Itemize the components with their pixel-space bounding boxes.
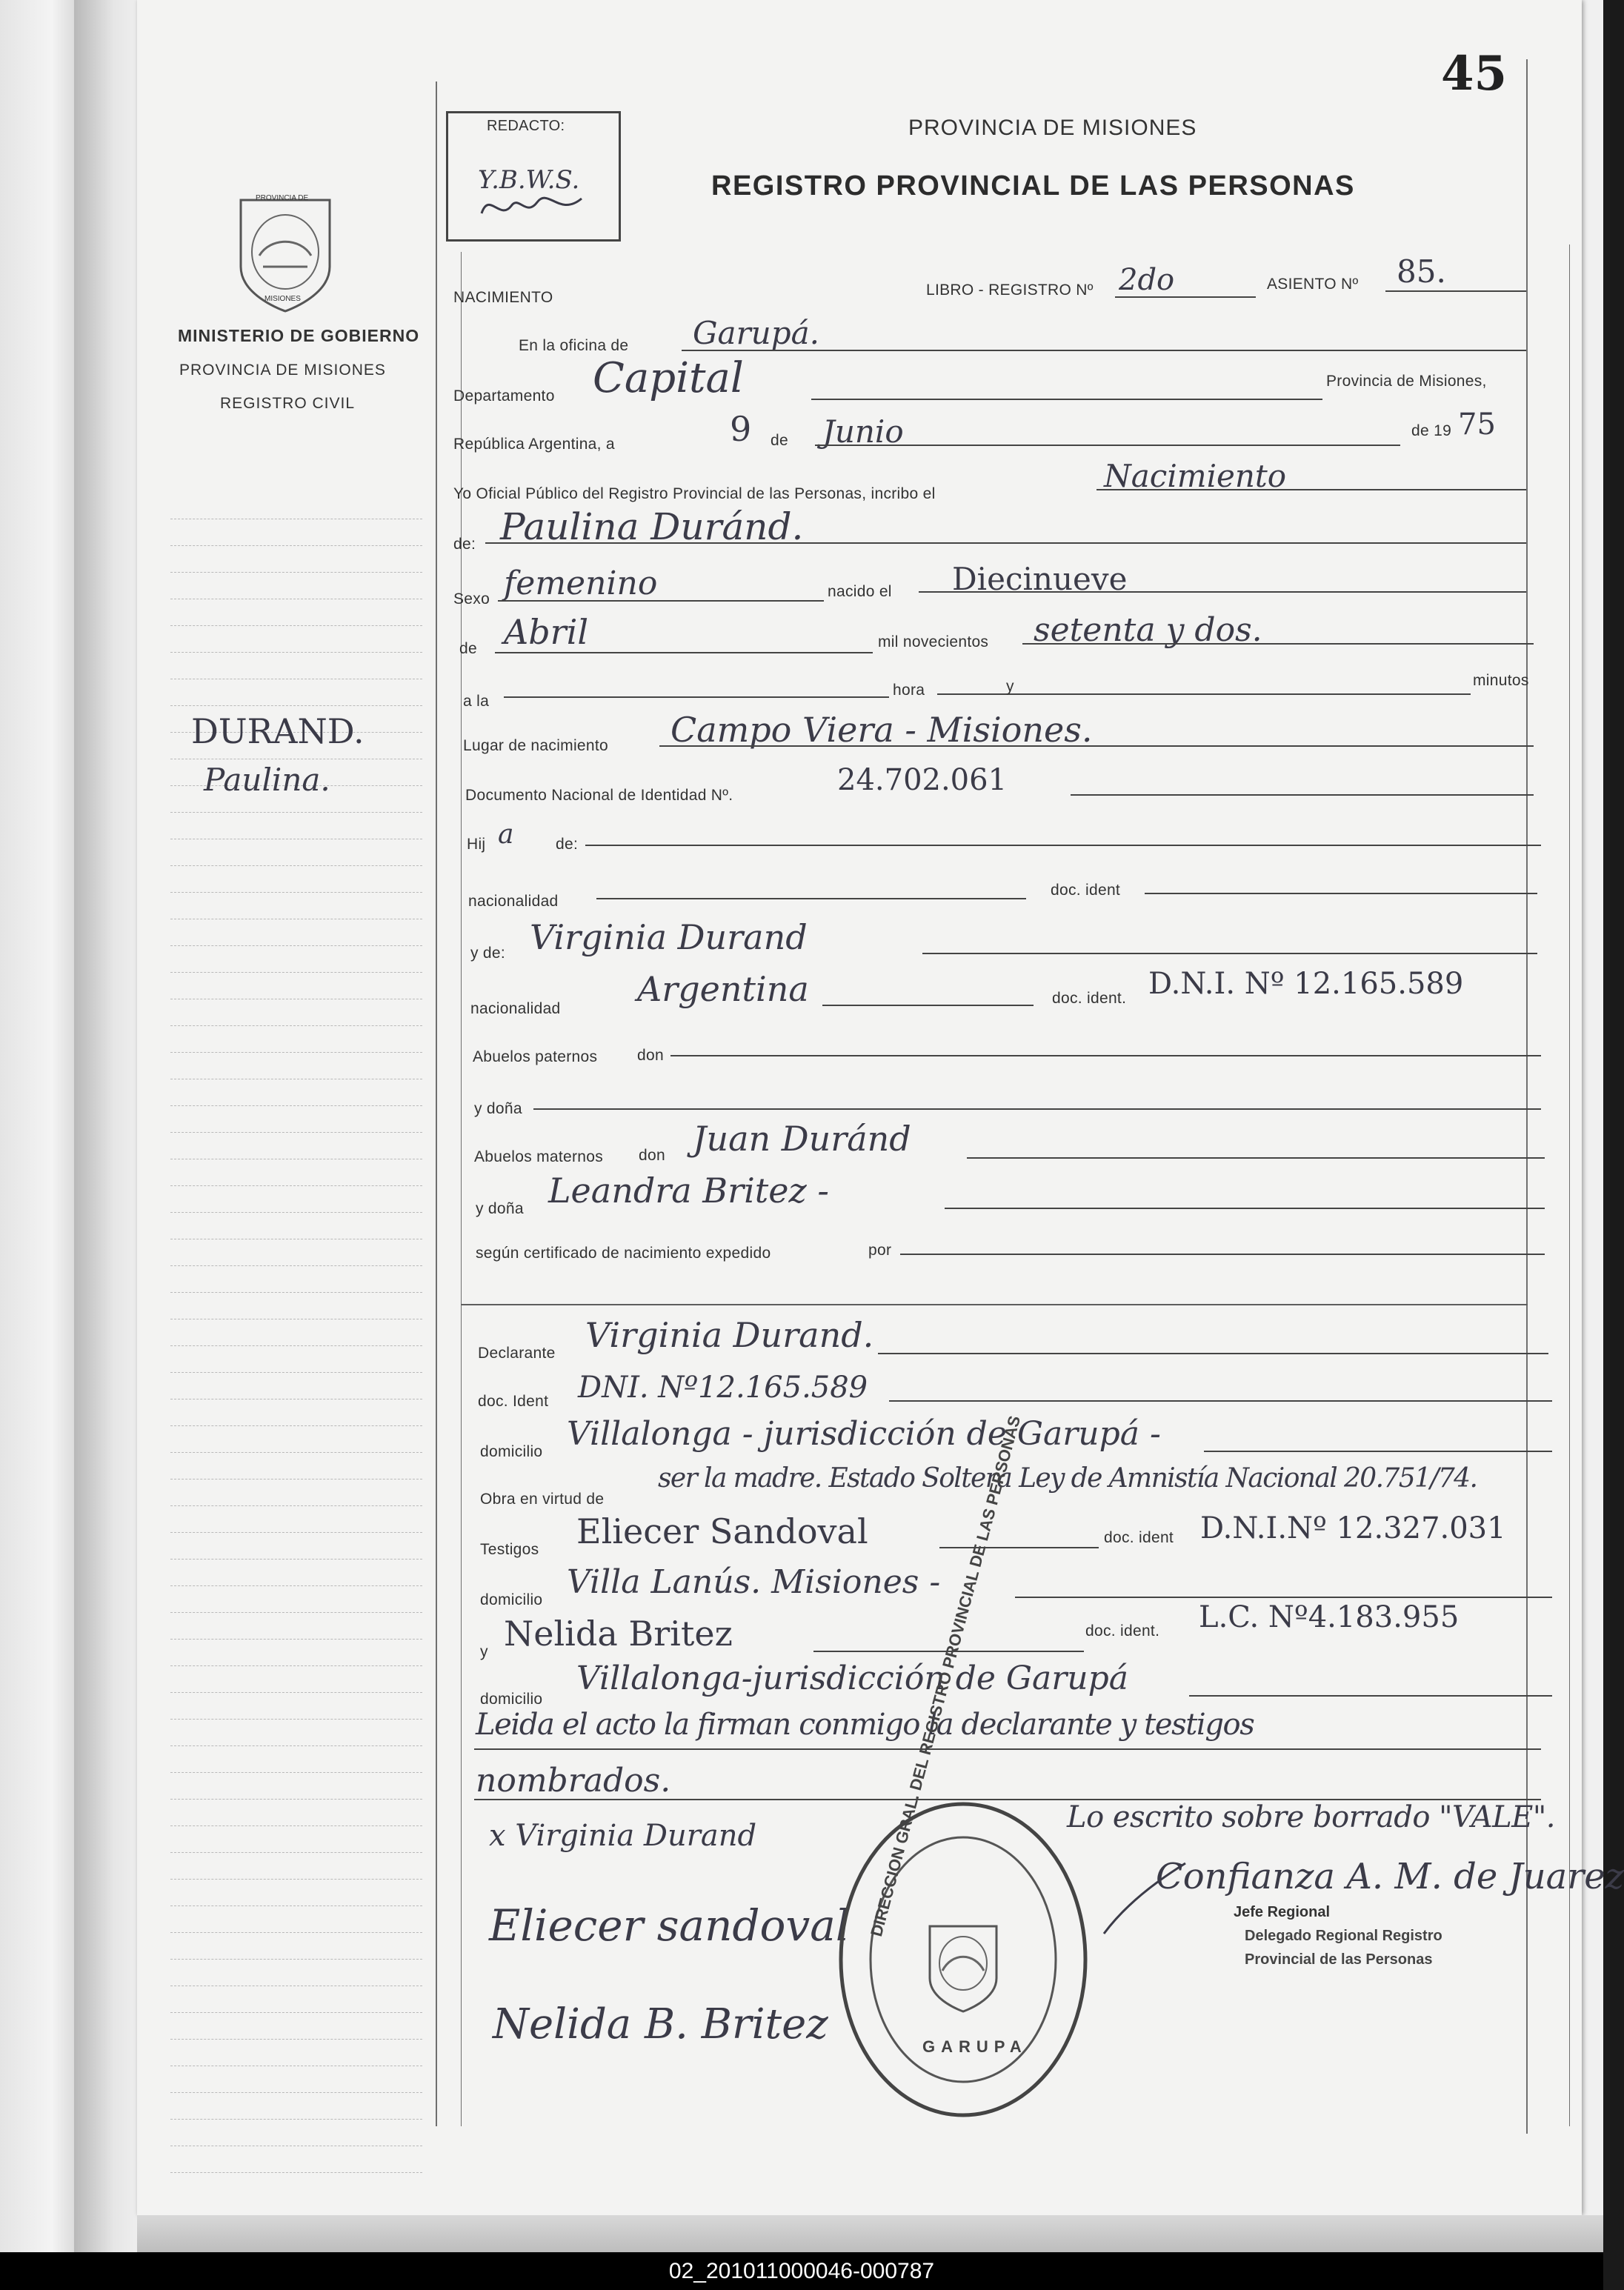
month-value: Junio [822, 413, 904, 450]
de2-label: de [459, 640, 477, 657]
testigo1-line [939, 1547, 1099, 1548]
margin-rule-line [170, 1132, 422, 1133]
seal-bottom-text: MISIONES [264, 295, 301, 303]
oficial-value: Nacimiento [1104, 458, 1287, 494]
margin-rule-line [170, 1559, 422, 1560]
nacionalidad2-value: Argentina [637, 969, 809, 1009]
closing-line-2: nombrados. [476, 1762, 671, 1800]
mil-value: setenta y dos. [1034, 611, 1262, 649]
declarante-docident-line [889, 1400, 1552, 1402]
madre-line [922, 953, 1537, 954]
year-value: 75 [1458, 407, 1496, 442]
vale-note: Lo escrito sobre borrado "VALE". [1067, 1800, 1555, 1834]
margin-rule-line [170, 1585, 422, 1586]
ydona-line [533, 1108, 1541, 1110]
margin-surname: DURAND. [191, 711, 365, 751]
margin-rule-line [170, 1265, 422, 1266]
testigo2-docident-label: doc. ident. [1085, 1622, 1160, 1640]
registro-civil-label: REGISTRO CIVIL [220, 395, 356, 412]
don2-label: don [639, 1147, 665, 1164]
libro-label: LIBRO - REGISTRO Nº [926, 282, 1094, 299]
redacto-signature [478, 184, 589, 228]
hij-value: a [498, 819, 514, 850]
margin-rule-line [170, 1879, 422, 1880]
abuela-value: Leandra Britez - [548, 1171, 829, 1211]
person-line [485, 542, 1526, 544]
hij-label: Hij [467, 836, 486, 853]
y-testigo-label: y [480, 1643, 488, 1660]
margin-rule-line [170, 972, 422, 973]
domicilio-line [1204, 1451, 1552, 1452]
margin-rule-line [170, 1852, 422, 1853]
testigo2-doc-value: L.C. Nº4.183.955 [1199, 1600, 1460, 1634]
domicilio3-value: Villalonga-jurisdicción de Garupá [576, 1660, 1129, 1697]
closing-line-1: Leida el acto la firman conmigo la declarante y testigos [476, 1708, 1254, 1742]
mil-line [1022, 643, 1534, 645]
declarante-docident-label: doc. Ident [478, 1393, 549, 1410]
lugar-value: Campo Viera - Misiones. [670, 710, 1093, 750]
mil-label: mil novecientos [878, 633, 989, 650]
y-label: y [1006, 678, 1014, 695]
domicilio-value: Villalonga - jurisdicción de Garupá - [567, 1415, 1161, 1453]
margin-rule-line [170, 2172, 422, 2173]
inner-frame-line [461, 252, 462, 2126]
margin-rule-line [170, 1772, 422, 1773]
republica-label: República Argentina, a [453, 436, 615, 453]
official-round-stamp [822, 1789, 1104, 2130]
asiento-value: 85. [1397, 253, 1446, 290]
margin-rule-line [170, 1345, 422, 1346]
page-stack-edge [137, 2215, 1603, 2252]
provincia-label: Provincia de Misiones, [1326, 373, 1487, 390]
left-page-edge [0, 0, 76, 2252]
de-label: de [771, 432, 788, 449]
margin-rule-line [170, 1505, 422, 1506]
ydona-label: y doña [474, 1100, 522, 1117]
segun-label: según certificado de nacimiento expedido [476, 1245, 771, 1262]
margin-rule-line [170, 1212, 422, 1213]
act-type-label: NACIMIENTO [453, 289, 553, 306]
departamento-label: Departamento [453, 387, 555, 405]
margin-rule-line [170, 652, 422, 653]
margin-rule-line [170, 572, 422, 573]
margin-rule-line [170, 545, 422, 546]
abuelos-paternos-label: Abuelos paternos [473, 1048, 598, 1065]
ala-line [504, 696, 889, 698]
minutos-label: minutos [1473, 672, 1529, 689]
nacionalidad-line [596, 898, 1026, 899]
declarante-label: Declarante [478, 1345, 556, 1362]
sexo-value: femenino [504, 565, 658, 602]
margin-rule-line [170, 865, 422, 866]
domicilio2-line [1015, 1597, 1552, 1598]
oficina-line [682, 350, 1526, 351]
left-frame-line [436, 81, 437, 2126]
testigo1-docident-label: doc. ident [1104, 1529, 1174, 1546]
obra-value: ser la madre. Estado Soltera Ley de Amnistía Nacional 20.751/74. [658, 1463, 1477, 1494]
ala-label: a la [463, 693, 490, 710]
section-divider [461, 1304, 1528, 1305]
image-caption: 02_201011000046-000787 [668, 2259, 935, 2283]
left-province-label: PROVINCIA DE MISIONES [179, 362, 386, 379]
margin-given-name: Paulina. [204, 762, 330, 798]
margin-rule-line [170, 1612, 422, 1613]
testigos-label: Testigos [480, 1541, 539, 1558]
sexo-line [498, 600, 824, 602]
margin-rule-line [170, 1799, 422, 1800]
don-label: don [637, 1047, 664, 1064]
registry-heading: REGISTRO PROVINCIAL DE LAS PERSONAS [711, 170, 1355, 202]
nacionalidad2-label: nacionalidad [470, 1000, 561, 1017]
abuelos-maternos-label: Abuelos maternos [474, 1148, 604, 1165]
abuelo-line [967, 1157, 1545, 1159]
birth-month-line [495, 652, 873, 653]
docident2-value: D.N.I. Nº 12.165.589 [1148, 967, 1464, 1001]
yde-label: y de: [470, 945, 506, 962]
stamp-ring-text: DIRECCION GRAL. DEL REGISTRO PROVINCIAL DE LAS PERSONAS [867, 1414, 1025, 1939]
signature-declarante: x Virginia Durand [489, 1819, 757, 1853]
segun-line [900, 1254, 1545, 1255]
domicilio3-label: domicilio [480, 1691, 543, 1708]
margin-rule-line [170, 1052, 422, 1053]
margin-rule-line [170, 1292, 422, 1293]
date-line [815, 445, 1400, 446]
official-title-1: Jefe Regional [1234, 1904, 1331, 1920]
seal-top-text: PROVINCIA DE [256, 194, 309, 202]
domicilio2-label: domicilio [480, 1591, 543, 1608]
testigo1-value: Eliecer Sandoval [576, 1511, 868, 1551]
redacto-label: REDACTO: [487, 118, 565, 134]
birth-month-value: Abril [504, 612, 589, 652]
documento-line [1071, 794, 1534, 796]
margin-rule-line [170, 1959, 422, 1960]
hora-label: hora [893, 682, 925, 699]
testigo1-doc-value: D.N.I.Nº 12.327.031 [1200, 1511, 1506, 1545]
oficina-label: En la oficina de [519, 337, 629, 354]
documento-value: 24.702.061 [837, 763, 1008, 797]
hij-de-label: de: [556, 836, 579, 853]
margin-rule-line [170, 1692, 422, 1693]
margin-rule-line [170, 1665, 422, 1666]
margin-rule-line [170, 625, 422, 626]
declarante-docident-value: DNI. Nº12.165.589 [578, 1371, 868, 1405]
margin-rule-line [170, 705, 422, 706]
hij-line [585, 845, 1541, 846]
margin-rule-line [170, 1425, 422, 1426]
departamento-line [811, 399, 1322, 400]
nacionalidad-label: nacionalidad [468, 893, 559, 910]
margin-rule-line [170, 1639, 422, 1640]
lugar-label: Lugar de nacimiento [463, 737, 608, 754]
province-heading: PROVINCIA DE MISIONES [908, 116, 1197, 140]
documento-label: Documento Nacional de Identidad Nº. [465, 787, 733, 804]
closing-line-rule [474, 1748, 1541, 1750]
margin-rule-line [170, 812, 422, 813]
official-title-3: Provincial de las Personas [1245, 1951, 1433, 1968]
ministry-label: MINISTERIO DE GOBIERNO [178, 326, 420, 345]
de-person-label: de: [453, 536, 476, 553]
margin-rule-line [170, 1825, 422, 1826]
sexo-label: Sexo [453, 590, 490, 608]
departamento-value: Capital [593, 354, 744, 402]
margin-rule-line [170, 1025, 422, 1026]
official-title-2: Delegado Regional Registro [1245, 1928, 1442, 1944]
oficina-value: Garupá. [693, 315, 819, 351]
margin-rule-line [170, 2119, 422, 2120]
page-number: 45 [1441, 46, 1508, 101]
day-value: 9 [730, 409, 752, 449]
libro-value: 2do [1119, 263, 1175, 297]
nacido-value: Diecinueve [952, 561, 1128, 597]
official-signature: Confianza A. M. de Juarez [1156, 1856, 1624, 1897]
libro-line [1115, 296, 1256, 298]
margin-rule-line [170, 892, 422, 893]
obra-label: Obra en virtud de [480, 1491, 605, 1508]
redacto-initials: Y.B.W.S. [478, 165, 580, 195]
stamp-center-text: GARUPA [922, 2037, 1028, 2056]
nacido-label: nacido el [828, 583, 892, 600]
official-signature-flourish [1096, 1860, 1193, 1941]
margin-rule-line [170, 1905, 422, 1906]
margin-rule-line [170, 2012, 422, 2013]
ydona2-label: y doña [476, 1200, 524, 1217]
margin-rule-line [170, 1745, 422, 1746]
year-label: de 19 [1411, 422, 1452, 439]
domicilio-label: domicilio [480, 1443, 543, 1460]
book-gutter [74, 0, 141, 2252]
margin-rule-line [170, 1372, 422, 1373]
asiento-label: ASIENTO Nº [1267, 276, 1359, 293]
domicilio3-line [1189, 1695, 1552, 1697]
abuelo-value: Juan Duránd [693, 1119, 911, 1159]
redacto-box [446, 111, 621, 242]
docident2-label: doc. ident. [1052, 990, 1127, 1007]
margin-rule-line [170, 1185, 422, 1186]
abuela-line [945, 1208, 1545, 1209]
margin-rule-line [170, 2039, 422, 2040]
declarante-line [878, 1353, 1548, 1354]
nacionalidad2-line [822, 1005, 1034, 1006]
margin-rule-line [170, 1719, 422, 1720]
testigo2-value: Nelida Britez [504, 1614, 733, 1654]
nacido-line [919, 591, 1526, 593]
margin-rule-line [170, 1452, 422, 1453]
abuelos-paternos-line [670, 1055, 1541, 1056]
right-inner-frame-line [1569, 244, 1570, 2126]
margin-rule-line [170, 1105, 422, 1106]
domicilio2-value: Villa Lanús. Misiones - [567, 1563, 941, 1601]
declarante-value: Virginia Durand. [585, 1315, 874, 1355]
margin-rule-line [170, 1532, 422, 1533]
asiento-line [1385, 290, 1526, 292]
signature-testigo-2: Nelida B. Britez [493, 2000, 828, 2048]
por-label: por [868, 1242, 892, 1259]
oficial-label: Yo Oficial Público del Registro Provincial de las Personas, incribo el [453, 485, 936, 502]
lugar-line [659, 745, 1534, 747]
hora-line [937, 693, 1471, 695]
docident-line [1145, 893, 1537, 894]
margin-rule-line [170, 2092, 422, 2093]
madre-value: Virginia Durand [530, 917, 808, 957]
docident-label: doc. ident [1051, 882, 1121, 899]
oficial-line [1096, 489, 1526, 490]
margin-rule-line [170, 1932, 422, 1933]
margin-rule-line [170, 945, 422, 946]
signature-testigo-1: Eliecer sandoval [489, 1900, 850, 1951]
person-value: Paulina Duránd. [500, 505, 804, 548]
